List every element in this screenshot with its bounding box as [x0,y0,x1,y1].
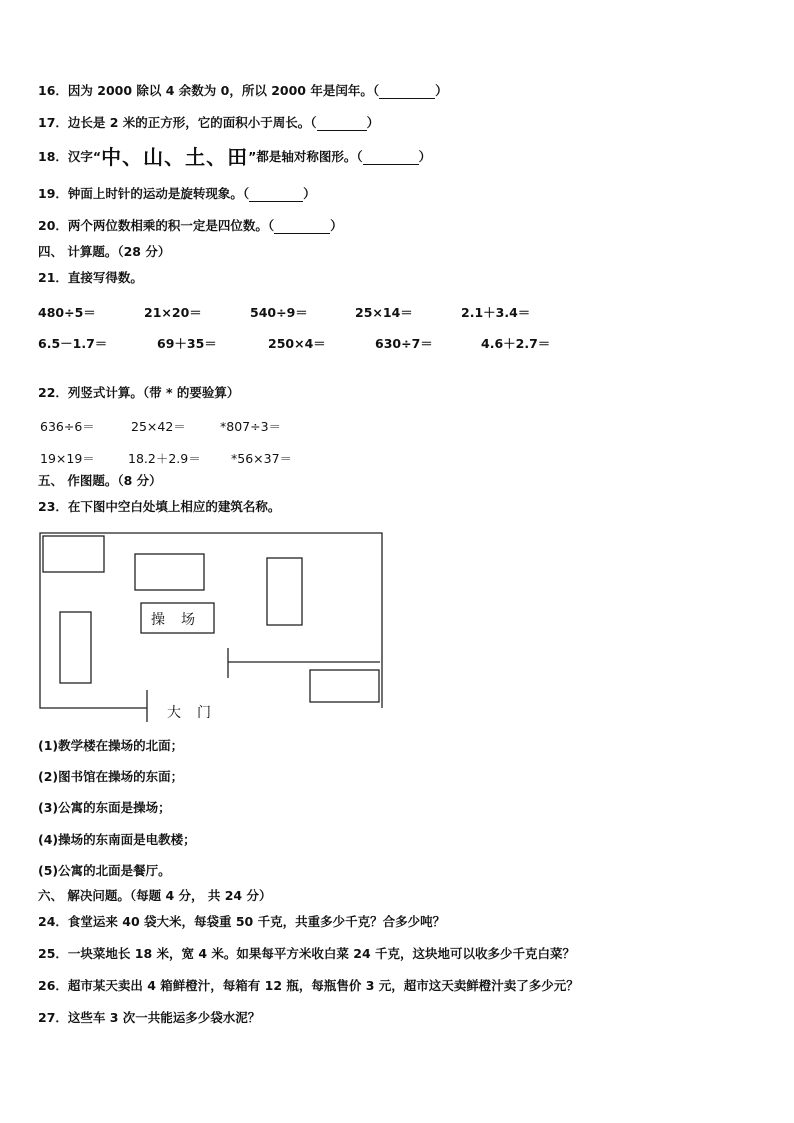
paren-close: ） [435,83,448,98]
calc-item: 2.1＋3.4＝ [461,305,531,320]
vertical-calc-item: 636÷6＝ [40,419,95,434]
playground-label: 操 场 [151,612,196,628]
blank-building-northwest[interactable] [43,536,104,572]
vertical-calc-item: 25×42＝ [131,419,186,434]
question-27: 27．这些车 3 次一共能运多少袋水泥？ [38,1010,261,1025]
gate-label: 大 门 [167,705,212,721]
calc-item: 540÷9＝ [250,305,308,320]
vertical-calc-item: 19×19＝ [40,451,95,466]
paren-close: ） [303,186,316,201]
calc-item: 21×20＝ [144,305,202,320]
calc-item: 4.6＋2.7＝ [481,336,551,351]
q23-clue-3: (3)公寓的东面是操场； [38,800,171,815]
question-17-text: 17．边长是 2 米的正方形，它的面积小于周长。（ [38,115,317,130]
q23-clue-1: (1)教学楼在操场的北面； [38,738,184,753]
question-19-text: 19．钟面上时针的运动是旋转现象。（ [38,186,250,201]
question-23-title: 23．在下图中空白处填上相应的建筑名称。 [38,499,281,514]
calc-item: 250×4＝ [268,336,326,351]
question-21-title: 21．直接写得数。 [38,270,143,285]
calc-item: 630÷7＝ [375,336,433,351]
calc-item: 25×14＝ [355,305,413,320]
calc-item: 6.5－1.7＝ [38,336,108,351]
section-heading-6: 六、 解决问题。（每题 4 分， 共 24 分） [38,888,272,903]
question-18-pre: 18．汉字“ [38,149,102,164]
question-20-text: 20．两个两位数相乘的积一定是四位数。（ [38,218,275,233]
question-16-text: 16．因为 2000 除以 4 余数为 0，所以 2000 年是闰年。（ [38,83,380,98]
section-heading-5: 五、 作图题。（8 分） [38,473,162,488]
section-heading-4: 四、 计算题。（28 分） [38,244,171,259]
q23-clue-5: (5)公寓的北面是餐厅。 [38,863,171,878]
chinese-characters: 中、山、土、田 [101,145,249,169]
vertical-calc-item: 18.2＋2.9＝ [128,451,201,466]
calc-item: 480÷5＝ [38,305,96,320]
blank-building-north[interactable] [135,554,204,590]
calc-item: 69＋35＝ [157,336,217,351]
question-25: 25．一块菜地长 18 米，宽 4 米。如果每平方米收白菜 24 千克，这块地可以收多少千克白菜？ [38,946,575,961]
question-18-post: ”都是轴对称图形。（ [248,149,363,164]
question-26: 26．超市某天卖出 4 箱鲜橙汁，每箱有 12 瓶，每瓶售价 3 元，超市这天卖鲜橙汁卖了多少元？ [38,978,579,993]
vertical-calc-item: *56×37＝ [231,451,293,466]
paren-close: ） [366,115,380,130]
paren-close: ） [418,149,432,164]
q23-clue-4: (4)操场的东南面是电教楼； [38,832,196,847]
question-24: 24．食堂运来 40 袋大米，每袋重 50 千克，共重多少千克？合多少吨？ [38,914,446,929]
question-22-title: 22．列竖式计算。（带 * 的要验算） [38,385,240,400]
vertical-calc-item: *807÷3＝ [220,419,282,434]
paren-close: ） [330,218,343,233]
blank-building-west[interactable] [60,612,91,683]
blank-building-east[interactable] [267,558,302,625]
blank-building-southeast[interactable] [310,670,379,702]
q23-clue-2: (2)图书馆在操场的东面； [38,769,184,784]
